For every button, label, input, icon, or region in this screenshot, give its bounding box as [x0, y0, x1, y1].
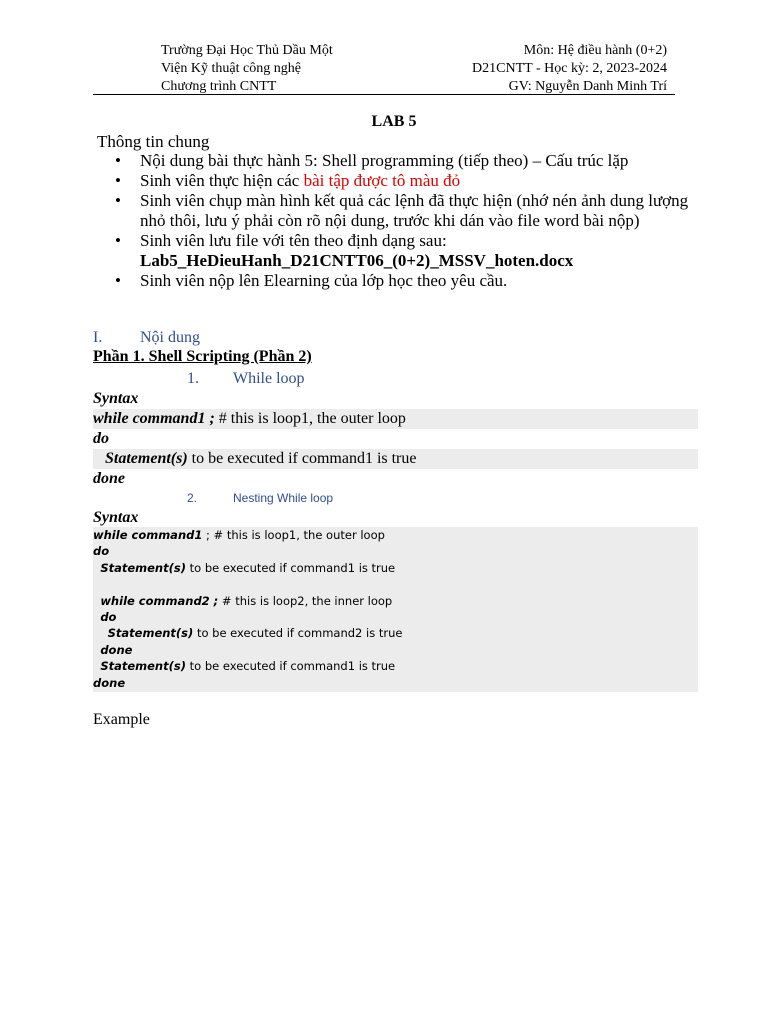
code-line: done	[100, 642, 133, 657]
subheading-while-loop: 1. While loop	[187, 370, 305, 387]
subheading-nesting-while-loop: 2. Nesting While loop	[187, 491, 334, 505]
page-header	[93, 42, 675, 96]
part1-title: Phần 1. Shell Scripting (Phần 2)	[93, 348, 312, 365]
header-program: Chương trình CNTT	[161, 79, 277, 94]
code-line: do	[93, 544, 110, 559]
code-line: do	[100, 609, 117, 624]
header-institute: Viện Kỹ thuật công nghệ	[161, 61, 301, 76]
list-item: • Sinh viên nộp lên Elearning của lớp học theo yêu cầu.	[113, 271, 693, 291]
code-line: Statement(s) to be executed if command1 is true	[100, 659, 396, 674]
header-class-term: D21CNTT - Học kỳ: 2, 2023-2024	[472, 61, 667, 76]
code-line: Statement(s) to be executed if command1 is true	[93, 449, 698, 469]
header-university: Trường Đại Học Thủ Dầu Một	[161, 43, 333, 58]
list-item: • Sinh viên thực hiện các bài tập được tô màu đỏ	[113, 171, 693, 191]
section-heading-noi-dung: I. Nội dung	[93, 329, 200, 346]
code-line: Statement(s) to be executed if command2 is true	[107, 626, 403, 641]
header-lecturer: GV: Nguyễn Danh Minh Trí	[508, 79, 667, 94]
syntax-label: Syntax	[93, 509, 139, 526]
general-info-list	[113, 151, 693, 291]
code-line-blank	[93, 576, 698, 592]
header-subject: Môn: Hệ điều hành (0+2)	[523, 43, 667, 58]
lab-title: LAB 5	[371, 113, 417, 130]
code-line: do	[93, 430, 109, 447]
code-line: Statement(s) to be executed if command1 is true	[100, 560, 396, 575]
code-block-nested-while	[93, 527, 698, 692]
code-line: while command1 ; # this is loop1, the outer loop	[93, 528, 385, 542]
syntax-label: Syntax	[93, 390, 139, 407]
code-line: while command2 ; # this is loop2, the inner loop	[100, 593, 393, 608]
header-divider	[93, 94, 675, 95]
list-item: • Sinh viên lưu file với tên theo định dạng sau: Lab5_HeDieuHanh_D21CNTT06_(0+2)_MSSV_hoten.docx	[113, 231, 693, 271]
list-item: • Nội dung bài thực hành 5: Shell programming (tiếp theo) – Cấu trúc lặp	[113, 151, 693, 171]
code-line: done	[93, 675, 126, 690]
list-item: • Sinh viên chụp màn hình kết quả các lệnh đã thực hiện (nhớ nén ảnh dung lượng nhỏ thôi, lưu ý phải còn rõ nội dung, trước khi dán vào file word bài nộp)	[113, 191, 693, 231]
red-highlight-text: bài tập được tô màu đỏ	[303, 171, 461, 190]
file-name-format: Lab5_HeDieuHanh_D21CNTT06_(0+2)_MSSV_hoten.docx	[140, 251, 574, 270]
code-line: while command1 ; # this is loop1, the outer loop	[93, 409, 698, 429]
code-block-while	[93, 409, 698, 489]
example-label: Example	[93, 711, 150, 728]
general-info-heading: Thông tin chung	[97, 132, 210, 151]
code-line: done	[93, 470, 125, 487]
